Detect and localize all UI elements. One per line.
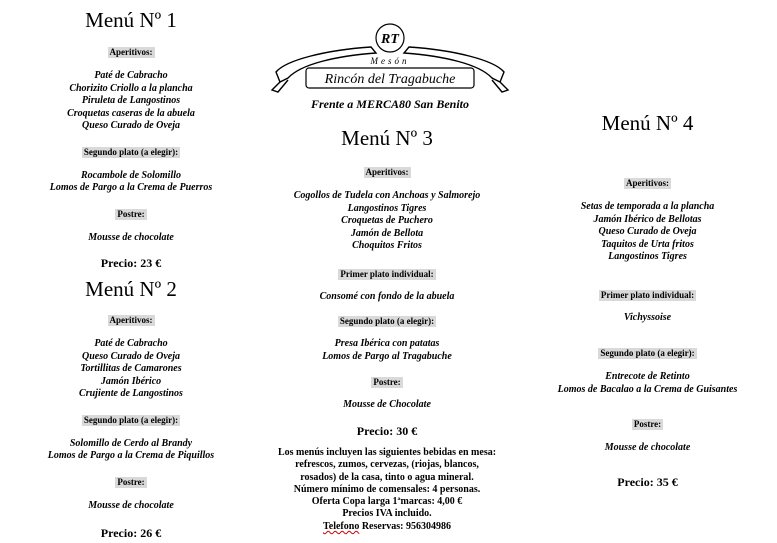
menu-2-item: Jamón Ibérico: [100, 375, 162, 387]
menu-4: [518, 111, 777, 490]
menu-1-item: Croquetas caseras de la abuela: [67, 107, 195, 119]
menu-2-item: Queso Curado de Oveja: [81, 350, 181, 362]
menu-2-item: Lomos de Pargo a la Crema de Piquillos: [47, 450, 215, 461]
menu-4-segundo-label: Segundo plato (a elegir):: [600, 348, 695, 358]
notes-line: Oferta Copa larga 1ªmarcas: 4,00 €: [311, 496, 463, 508]
menu-1-segundo-label: Segundo plato (a elegir):: [83, 146, 179, 157]
menu-2-item: Paté de Cabracho: [94, 338, 168, 349]
menu-4-aperitivos-label: Aperitivos:: [626, 178, 669, 188]
menu-1-aperitivos-label: Aperitivos:: [109, 47, 153, 57]
menu-2-postre-label: Postre:: [117, 476, 145, 487]
menu-4-item: Entrecote de Retinto: [605, 371, 690, 382]
menu-3-item: Cogollos de Tudela con Anchoas y Salmorejo: [293, 190, 481, 201]
menu-1-price: Precio: 23 €: [100, 256, 162, 270]
menu-3-item: Choquitos Fritos: [352, 240, 422, 251]
menu-1-item: Lomos de Pargo a la Crema de Puerros: [49, 182, 213, 193]
menu-3-aperitivos-label: Aperitivos:: [365, 167, 409, 177]
restaurant-logo: [266, 20, 514, 98]
menu-1-item: Mousse de chocolate: [88, 231, 174, 243]
menu-4-item: Setas de temporada a la plancha: [580, 201, 715, 212]
menu-3-item: Jamón de Bellota: [350, 227, 424, 239]
menu-2-item: Solomillo de Cerdo al Brandy: [69, 437, 193, 449]
menu-4-item: Vichyssoise: [623, 311, 672, 323]
menu-4-item: Langostinos Tigres: [608, 251, 687, 262]
menu-3-item: Presa Ibérica con patatas: [334, 338, 440, 349]
menu-3-primer-label: Primer plato individual:: [340, 268, 434, 279]
notes-line: rosados) de la casa, tinto o agua mineral.: [300, 471, 474, 483]
menu-4-item: Queso Curado de Oveja: [598, 226, 697, 237]
phone-label: Telefono: [323, 520, 360, 532]
menu-4-price: Precio: 35 €: [617, 474, 678, 489]
notes-line: Número mínimo de comensales: 4 personas.: [293, 483, 481, 495]
menu-3-price: Precio: 30 €: [356, 423, 418, 438]
menu-4-item: Lomos de Bacalao a la Crema de Guisantes: [557, 383, 738, 395]
menu-1-postre-label: Postre:: [117, 208, 145, 219]
menu-2-item: Mousse de chocolate: [88, 499, 174, 511]
menu-1-item: Piruleta de Langostinos: [81, 95, 181, 106]
notes-line: Los menús incluyen las siguientes bebidas en mesa:: [277, 447, 497, 458]
logo-top-word: Mesón: [370, 56, 410, 66]
menu-2: [0, 277, 262, 541]
menu-3-item: Langostinos Tigres: [347, 202, 427, 214]
menu-1-item: Paté de Cabracho: [94, 70, 168, 81]
menu-1-item: Chorizito Criollo a la plancha: [69, 82, 193, 94]
menu-3-item: Mousse de Chocolate: [343, 399, 431, 410]
logo-name: Rincón del Tragabuche: [324, 72, 456, 87]
menu-3-title: Menú Nº 3: [341, 126, 433, 150]
menu-2-item: Tortillitas de Camarones: [80, 363, 182, 374]
menu-3-item: Consomé con fondo de la abuela: [319, 290, 455, 302]
menu-4-item: Mousse de chocolate: [604, 442, 691, 453]
menu-4-postre-label: Postre:: [633, 419, 662, 429]
menu-1: [0, 8, 262, 271]
drinks-notes: [262, 447, 512, 533]
menu-3-item: Lomos de Pargo al Tragabuche: [322, 350, 452, 362]
notes-line: Precios IVA incluido.: [342, 508, 432, 520]
phone-line: [262, 521, 512, 533]
menu-4-title: Menú Nº 4: [601, 111, 694, 135]
menu-1-title: Menú Nº 1: [85, 8, 177, 32]
menu-4-item: Jamón Ibérico de Bellotas: [593, 213, 702, 225]
phone-number: Reservas: 956304986: [359, 520, 451, 532]
menu-4-item: Taquitos de Urta fritos: [601, 238, 694, 250]
menu-2-item: Crujiente de Langostinos: [79, 388, 183, 399]
menu-2-segundo-label: Segundo plato (a elegir):: [83, 414, 179, 425]
notes-line: refrescos, zumos, cervezas, (riojas, blancos,: [295, 459, 479, 471]
menu-4-primer-label: Primer plato individual:: [600, 289, 695, 300]
menu-3-segundo-label: Segundo plato (a elegir):: [339, 316, 435, 326]
menu-3-item: Croquetas de Puchero: [341, 215, 433, 226]
logo-subtitle: Frente a MERCA80 San Benito: [310, 97, 470, 111]
menu-1-item: Queso Curado de Oveja: [81, 120, 181, 131]
logo-monogram: RT: [381, 32, 399, 47]
menu-1-item: Rocambole de Solomillo: [81, 169, 181, 181]
menu-2-price: Precio: 26 €: [100, 526, 162, 540]
menu-3-postre-label: Postre:: [373, 377, 401, 387]
menu-3: [262, 126, 512, 439]
menu-2-aperitivos-label: Aperitivos:: [109, 315, 153, 325]
menu-2-title: Menú Nº 2: [85, 277, 177, 301]
